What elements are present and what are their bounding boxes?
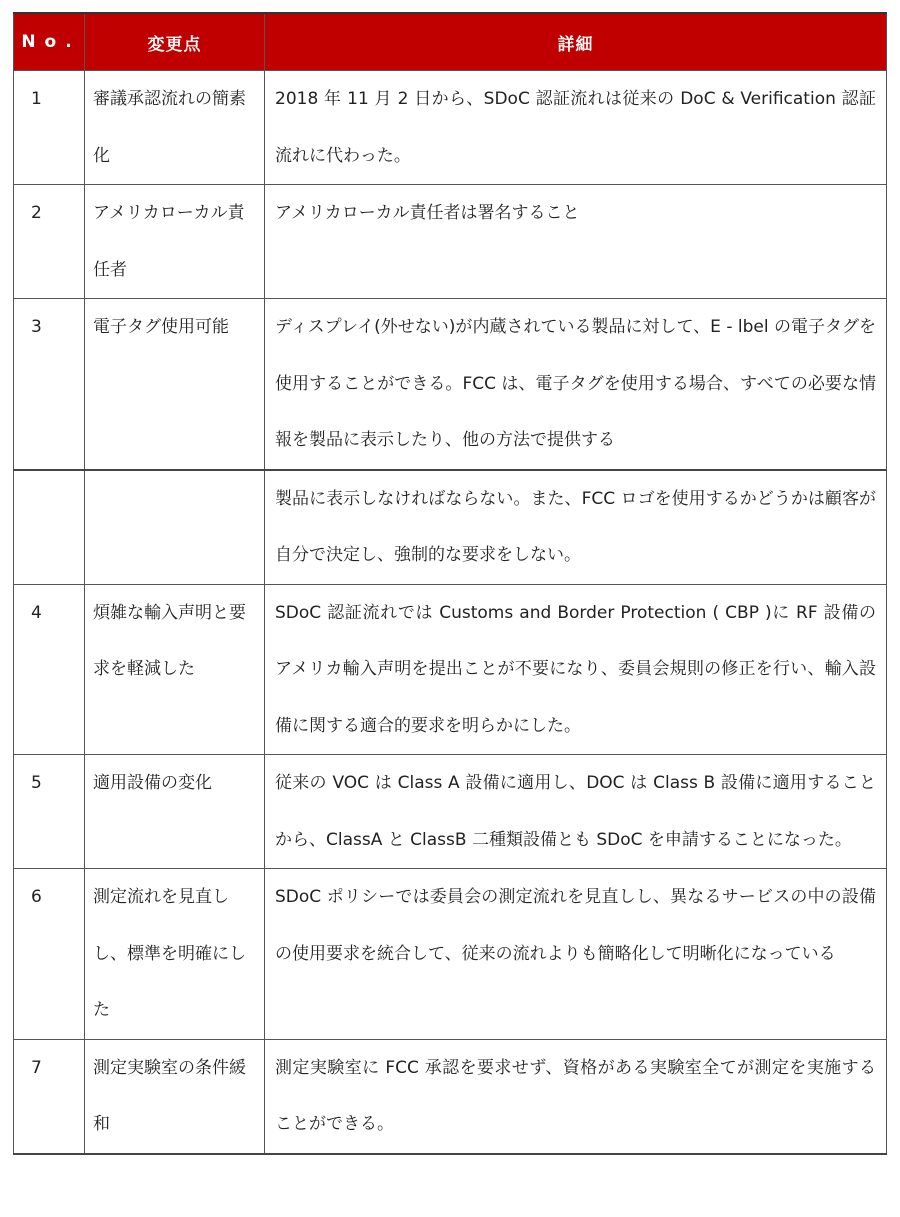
change-detail: SDoC ポリシーでは委員会の測定流れを見直しし、異なるサービスの中の設備の使用要求を統合して、従来の流れよりも簡略化して明晰化になっている	[265, 869, 887, 1040]
table-row	[14, 185, 887, 299]
change-detail: 製品に表示しなければならない。また、FCC ロゴを使用するかどうかは顧客が自分で決定し、強制的な要求をしない。	[265, 470, 887, 585]
change-detail: SDoC 認証流れでは Customs and Border Protection ( CBP )に RF 設備のアメリカ輸入声明を提出ことが不要になり、委員会規則の修正を行い、輸入設備に関する適合的要求を明らかにした。	[265, 584, 887, 755]
row-number: 1	[14, 71, 85, 185]
header-change-point: 変更点	[85, 13, 265, 71]
header-no: No.	[14, 13, 85, 71]
change-detail: 測定実験室に FCC 承認を要求せず、資格がある実験室全てが測定を実施することができる。	[265, 1039, 887, 1154]
table-row	[14, 299, 887, 470]
change-detail: ディスプレイ(外せない)が内蔵されている製品に対して、E - lbel の電子タグを使用することができる。FCC は、電子タグを使用する場合、すべての必要な情報を製品に表示したり、他の方法で提供する	[265, 299, 887, 470]
row-number: 2	[14, 185, 85, 299]
header-detail: 詳細	[265, 13, 887, 71]
table-row-continuation	[14, 470, 887, 585]
table-row	[14, 71, 887, 185]
table-row	[14, 1039, 887, 1154]
row-number: 6	[14, 869, 85, 1040]
change-detail: アメリカローカル責任者は署名すること	[265, 185, 887, 299]
table-row	[14, 755, 887, 869]
row-number: 7	[14, 1039, 85, 1154]
change-point: 測定実験室の条件緩和	[85, 1039, 265, 1154]
change-point: 審議承認流れの簡素化	[85, 71, 265, 185]
change-point: 測定流れを見直しし、標準を明確にした	[85, 869, 265, 1040]
table-row	[14, 869, 887, 1040]
row-number: 3	[14, 299, 85, 470]
header-row	[14, 13, 887, 71]
table-row	[14, 584, 887, 755]
change-point: 適用設備の変化	[85, 755, 265, 869]
fcc-sdoc-changes-table	[13, 12, 887, 1155]
row-number: 5	[14, 755, 85, 869]
change-detail: 2018 年 11 月 2 日から、SDoC 認証流れは従来の DoC & Verification 認証流れに代わった。	[265, 71, 887, 185]
row-number: 4	[14, 584, 85, 755]
change-point: アメリカローカル責任者	[85, 185, 265, 299]
change-point	[85, 470, 265, 585]
change-point: 電子タグ使用可能	[85, 299, 265, 470]
row-number	[14, 470, 85, 585]
change-detail: 従来の VOC は Class A 設備に適用し、DOC は Class B 設備に適用することから、ClassA と ClassB 二種類設備とも SDoC を申請することになった。	[265, 755, 887, 869]
change-point: 煩雑な輸入声明と要求を軽減した	[85, 584, 265, 755]
